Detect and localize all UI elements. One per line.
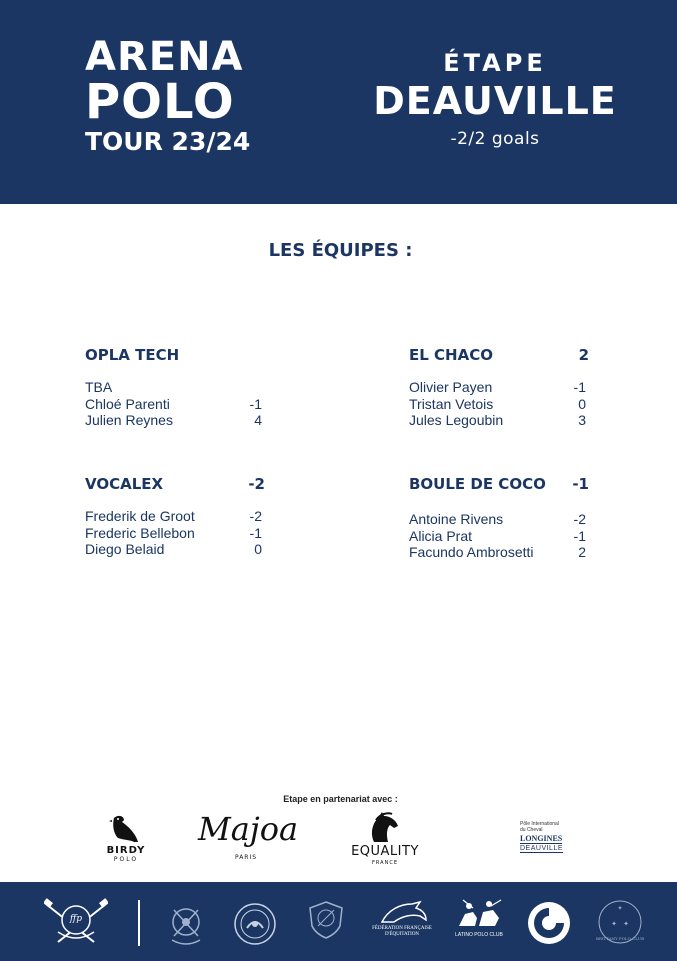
- section-title: LES ÉQUIPES :: [268, 240, 413, 261]
- club-emblem-1: [166, 900, 206, 952]
- brittany-polo-club-logo: [596, 898, 644, 946]
- polo-crest-icon: [166, 900, 206, 948]
- player-name: Olivier Payen: [409, 379, 493, 395]
- player-row: [85, 508, 265, 525]
- round-seal-icon: [233, 902, 277, 946]
- club-emblem-2: [233, 902, 277, 950]
- player-row: [409, 511, 589, 528]
- player-row: [409, 528, 589, 545]
- longines-label: LONGINES: [520, 834, 563, 843]
- svg-text:✦: ✦: [617, 905, 623, 912]
- footer-divider: [138, 900, 140, 946]
- brand-line-tour: TOUR 23/24: [85, 127, 251, 156]
- player-list: [409, 379, 589, 429]
- brand-line-arena: ARENA: [85, 34, 244, 80]
- player-row: [85, 412, 265, 429]
- player-handicap: 3: [578, 412, 586, 428]
- player-name: Chloé Parenti: [85, 395, 170, 412]
- player-row: [409, 396, 589, 413]
- player-handicap: -2: [573, 511, 586, 527]
- majoa-logo: [196, 810, 300, 866]
- arena-polo-tour-logo: [85, 36, 250, 158]
- equality-country: FRANCE: [372, 860, 398, 866]
- team-handicap: -2: [248, 475, 265, 493]
- federation-label: [372, 926, 432, 938]
- player-handicap: -1: [573, 527, 586, 544]
- federation-label-line1: FÉDÉRATION FRANÇAISE: [372, 926, 432, 931]
- brittany-label: BRITTANY POLO CLUB: [596, 936, 645, 941]
- majoa-city: PARIS: [234, 854, 258, 861]
- team-card-boule-de-coco: [409, 475, 589, 561]
- ffp-label: ffp: [69, 914, 83, 924]
- player-handicap: -1: [573, 379, 586, 395]
- majoa-wordmark: Majoa: [197, 810, 299, 848]
- player-name: Frederik de Groot: [85, 508, 195, 524]
- player-handicap: -1: [249, 395, 262, 412]
- equality-wordmark: EQUALITY: [351, 844, 419, 859]
- pole-label: [520, 821, 570, 833]
- brand-line-polo: POLO: [85, 74, 235, 130]
- pole-label-line1: Pôle International: [520, 821, 559, 827]
- player-handicap: 0: [578, 395, 586, 412]
- player-handicap: 4: [254, 412, 262, 428]
- svg-text:✦: ✦: [611, 920, 617, 928]
- player-name: TBA: [85, 379, 113, 395]
- latino-polo-club-logo: [455, 898, 503, 938]
- club-emblem-circle: [526, 900, 572, 950]
- pole-international-logo: [482, 818, 568, 858]
- team-card-el-chaco: [409, 346, 589, 429]
- player-row: [409, 379, 589, 396]
- birdy-sublabel: POLO: [113, 856, 139, 863]
- stage-label: ÉTAPE: [443, 49, 547, 77]
- circle-swoosh-icon: [526, 900, 572, 946]
- player-handicap: -2: [249, 508, 262, 524]
- shield-crest-icon: [306, 900, 346, 940]
- team-handicap: 2: [578, 346, 589, 364]
- player-row: [85, 396, 265, 413]
- header-banner: [0, 0, 677, 204]
- stage-city: DEAUVILLE: [373, 79, 617, 123]
- player-handicap: 0: [254, 541, 262, 557]
- horse-head-icon: [340, 808, 430, 848]
- player-list: [409, 511, 589, 561]
- team-card-vocalex: [85, 475, 265, 558]
- birdy-label: BIRDY: [106, 845, 146, 856]
- team-header: [409, 475, 589, 495]
- horse-silhouette-icon: [372, 898, 432, 926]
- team-name: OPLA TECH: [85, 346, 180, 364]
- player-handicap: 2: [578, 544, 586, 560]
- federation-label-line2: D'ÉQUITATION: [384, 932, 420, 937]
- team-header: [409, 346, 589, 366]
- polo-players-icon: [455, 898, 503, 930]
- pole-label-line2: du Cheval: [520, 827, 543, 833]
- player-row: [85, 379, 265, 396]
- player-list: [85, 379, 265, 429]
- team-handicap: -1: [572, 475, 589, 493]
- partners-title: Etape en partenariat avec :: [283, 794, 398, 804]
- birdy-polo-logo: [100, 812, 156, 866]
- player-row: [409, 412, 589, 429]
- player-name: Antoine Rivens: [409, 511, 504, 527]
- player-name: Frederic Bellebon: [85, 524, 195, 541]
- player-list: [85, 508, 265, 558]
- player-row: [85, 541, 265, 558]
- team-name: BOULE DE COCO: [409, 475, 546, 493]
- player-row: [409, 544, 589, 561]
- svg-text:✦: ✦: [623, 920, 629, 928]
- club-emblem-3: [306, 900, 346, 944]
- player-name: Alicia Prat: [409, 527, 473, 544]
- ffp-emblem: [44, 898, 108, 950]
- stage-block: [360, 48, 630, 152]
- player-row: [85, 525, 265, 542]
- player-handicap: -1: [249, 524, 262, 541]
- team-name: EL CHACO: [409, 346, 493, 364]
- footer-sponsors: [0, 882, 677, 961]
- pole-mark-icon: [482, 818, 516, 858]
- player-name: Facundo Ambrosetti: [409, 544, 534, 560]
- stage-level: -2/2 goals: [450, 129, 540, 149]
- federation-equitation-logo: [372, 898, 432, 937]
- team-header: [85, 346, 265, 366]
- team-name: VOCALEX: [85, 475, 164, 493]
- player-name: Julien Reynes: [85, 412, 173, 428]
- team-card-opla-tech: [85, 346, 265, 429]
- player-name: Tristan Vetois: [409, 395, 494, 412]
- team-header: [85, 475, 265, 495]
- pole-city: DEAUVILLE: [520, 845, 564, 852]
- equality-logo: [340, 808, 430, 868]
- player-name: Jules Legoubin: [409, 412, 504, 428]
- latino-label: LATINO POLO CLUB: [455, 932, 503, 938]
- player-name: Diego Belaid: [85, 541, 165, 557]
